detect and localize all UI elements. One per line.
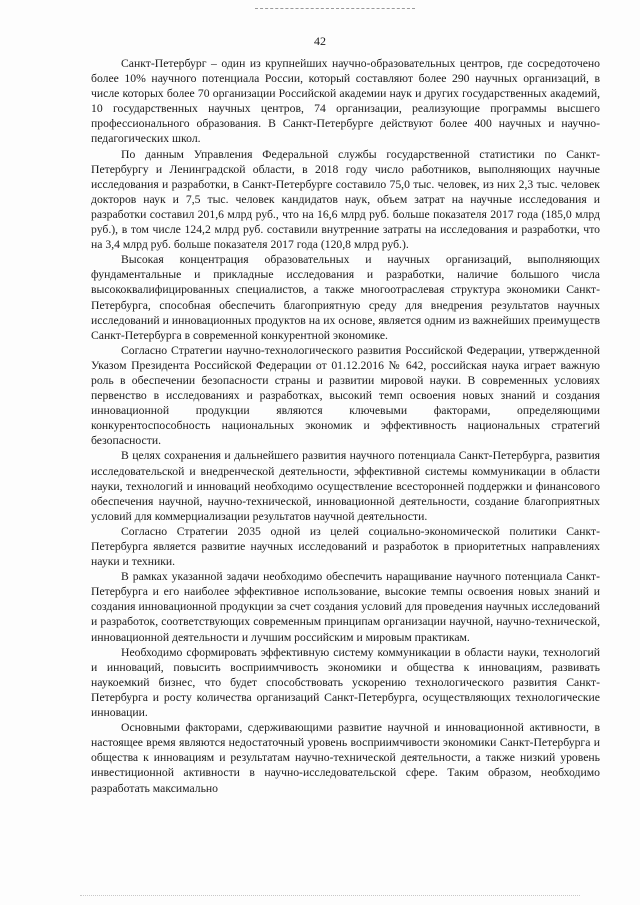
paragraph-9: Основными факторами, сдерживающими развитие научной и инновационной активности, в настоящее время являются недостаточный уровень восприимчивости экономики Санкт-Петербурга и общества к инновациям и результатам научно-технической деятельности, а также низкий уровень инвестиционной активности в научно-исследовательской сфере. Таким образом, необходимо разработать максимально (91, 721, 600, 795)
paragraph-2: По данным Управления Федеральной службы государственной статистики по Санкт-Петербургу и Ленинградской области, в 2018 году число работников, выполняющих научные исследования и разработки, в Санкт-Петербурге составило 75,0 тыс. человек, из них 2,3 тыс. человек докторов наук и 7,5 тыс. человек кандидатов наук, объем затрат на научные исследования и разработки составил 201,6 млрд руб., что на 16,6 млрд руб. больше показателя 2017 года (185,0 млрд руб.), в том числе 124,2 млрд руб. составили внутренние затраты на исследования и разработки, что на 3,4 млрд руб. больше показателя 2017 года (120,8 млрд руб.). (91, 147, 600, 252)
page-number: 42 (314, 34, 326, 48)
bottom-scan-marks (80, 895, 580, 896)
paragraph-4: Согласно Стратегии научно-технологического развития Российской Федерации, утвержденной Указом Президента Российской Федерации от 01.12.2016 № 642, российская наука играет важную роль в обеспечении безопасности страны и развитии мировой науки. В современных условиях первенство в исследованиях и разработках, высокий темп освоения новых знаний и создания инновационной продукции являются ключевыми факторами, определяющими конкурентоспособность национальных экономик и эффективность национальных стратегий безопасности. (91, 343, 600, 448)
paragraph-5: В целях сохранения и дальнейшего развития научного потенциала Санкт-Петербурга, развития исследовательской и внедренческой деятельности, эффективной системы коммуникации в области науки, технологий и инноваций необходимо осуществление всесторонней поддержки и финансового обеспечения научной, научно-технической, инновационной деятельности, создание благоприятных условий для коммерциализации результатов научной деятельности. (91, 449, 600, 523)
paragraph-1: Санкт-Петербург – один из крупнейших научно-образовательных центров, где сосредоточено более 10% научного потенциала России, который составляют более 290 научных организаций, в числе которых более 70 организации Российской академии наук и других государственных академий, 10 государственных научных центров, 74 организации, реализующие программы высшего профессионального образования. В Санкт-Петербурге действуют более 400 научных и научно-педагогических школ. (91, 57, 600, 146)
document-body (91, 56, 600, 796)
top-scan-rule (255, 8, 415, 9)
paragraph-8: Необходимо сформировать эффективную систему коммуникации в области науки, технологий и инноваций, повысить восприимчивость экономики и общества к инновациям, развивать наукоемкий бизнес, что будет способствовать ускорению технологического развития Санкт-Петербурга и росту количества организаций Санкт-Петербурга, осуществляющих технологические инновации. (91, 645, 600, 720)
paragraph-6: Согласно Стратегии 2035 одной из целей социально-экономической политики Санкт-Петербурга является развитие научных исследований и разработок в приоритетных направлениях науки и техники. (91, 524, 600, 569)
paragraph-3: Высокая концентрация образовательных и научных организаций, выполняющих фундаментальные и прикладные исследования и разработки, наличие большого числа высококвалифицированных специалистов, а также многоотраслевая структура экономики Санкт-Петербурга, способная обеспечить благоприятную среду для внедрения результатов научных исследований и инновационных продуктов на их основе, является одним из важнейших преимуществ Санкт-Петербурга в современной конкурентной экономике. (91, 253, 600, 342)
paragraph-7: В рамках указанной задачи необходимо обеспечить наращивание научного потенциала Санкт-Петербурга и его наиболее эффективное использование, высокие темпы освоения новых знаний и создания инновационной продукции за счет создания условий для проведения научных исследований и разработок, соответствующих современным принципам организации научной, научно-технической, инновационной деятельности и лучшим российским и мировым практикам. (91, 570, 600, 644)
